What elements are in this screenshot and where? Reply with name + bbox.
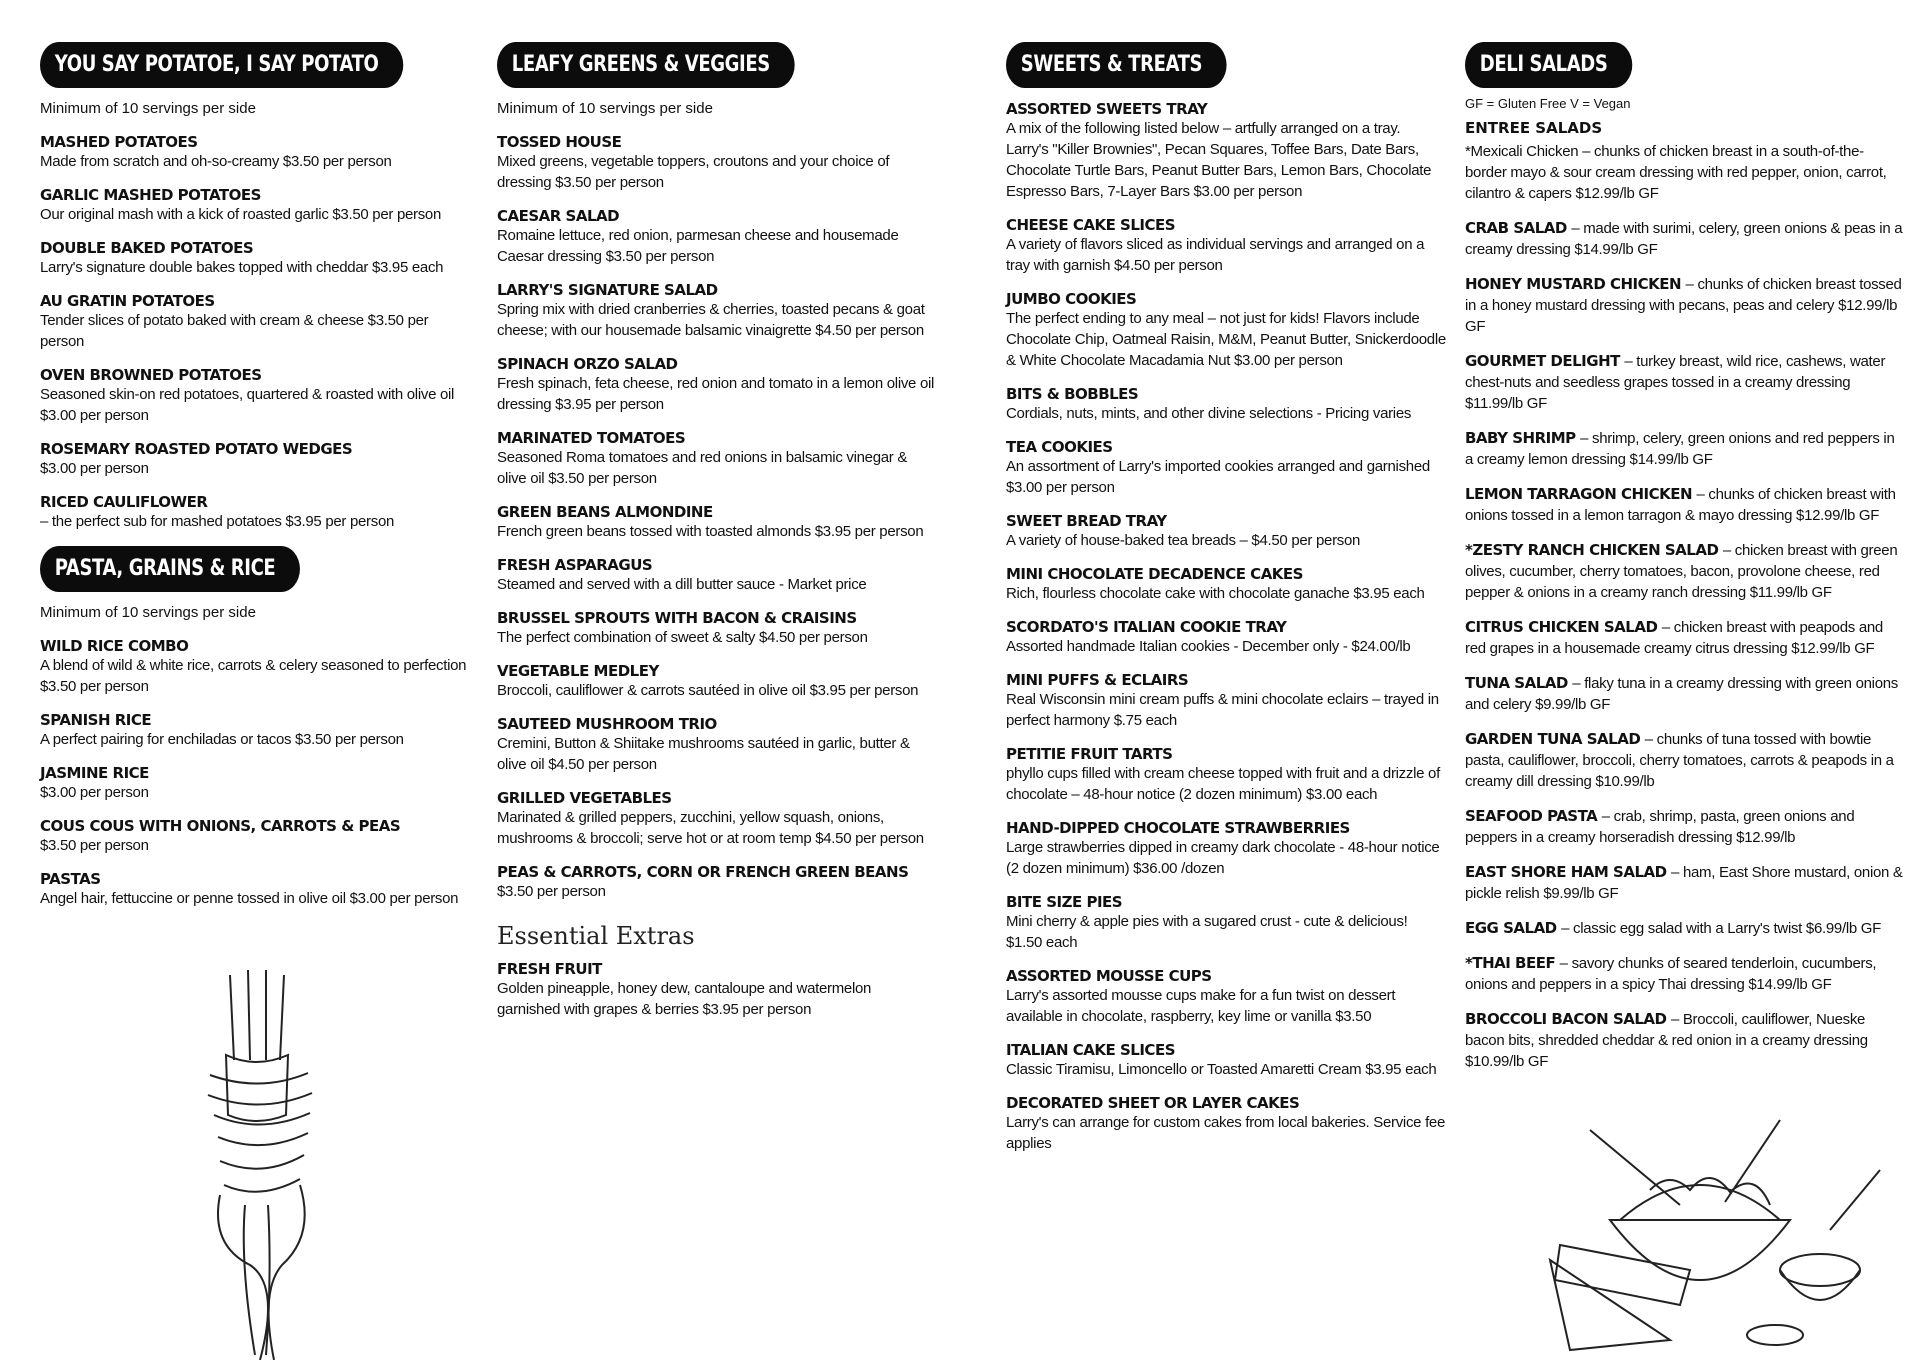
menu-item-name: GARDEN TUNA SALAD — [1465, 730, 1641, 748]
menu-item — [497, 789, 937, 849]
menu-item-description: Rich, flourless chocolate cake with chocolate ganache $3.95 each — [1006, 585, 1425, 602]
menu-item — [1006, 565, 1446, 604]
section-title-potato: YOU SAY POTATOE, I SAY POTATO — [40, 42, 403, 88]
menu-item-name: DECORATED SHEET OR LAYER CAKES — [1006, 1094, 1300, 1112]
menu-item — [1006, 745, 1446, 805]
extras-list — [497, 960, 937, 1020]
menu-item-name: GOURMET DELIGHT — [1465, 352, 1620, 370]
menu-item — [1006, 819, 1446, 879]
menu-item-description: – chicken breast with peapods and red grapes in a housemade creamy citrus dressing $12.99/lb GF — [1465, 619, 1883, 657]
menu-item-name: SPINACH ORZO SALAD — [497, 355, 678, 373]
menu-item-name: GARLIC MASHED POTATOES — [40, 186, 261, 204]
menu-item-name: BRUSSEL SPROUTS WITH BACON & CRAISINS — [497, 609, 857, 627]
menu-item-description: – chunks of tuna tossed with bowtie pasta, cauliflower, broccoli, cherry tomatoes, carrots & peapods in a creamy dill dressing $10.99/lb — [1465, 731, 1894, 790]
menu-item-name: DOUBLE BAKED POTATOES — [40, 239, 254, 257]
menu-item-name: BABY SHRIMP — [1465, 429, 1576, 447]
menu-item — [40, 817, 470, 856]
menu-item — [40, 870, 470, 909]
menu-item-description: – made with surimi, celery, green onions & peas in a creamy dressing $14.99/lb GF — [1465, 220, 1903, 258]
menu-item — [497, 863, 937, 902]
menu-item — [1006, 385, 1446, 424]
menu-item-name: MARINATED TOMATOES — [497, 429, 686, 447]
menu-item-name: RICED CAULIFLOWER — [40, 493, 208, 511]
menu-item-name: JASMINE RICE — [40, 764, 149, 782]
menu-item-name: OVEN BROWNED POTATOES — [40, 366, 262, 384]
menu-item-description: A mix of the following listed below – artfully arranged on a tray. Larry's "Killer Brownies", Pecan Squares, Toffee Bars, Date Bars, Chocolate Turtle Bars, Peanut Butter Bars, Lemon Bars, Chocolate Espresso Bars, 7-Layer Bars $3.00 per person — [1006, 120, 1432, 200]
fork-with-pasta-icon — [190, 965, 340, 1360]
menu-item-name: ASSORTED SWEETS TRAY — [1006, 100, 1208, 118]
menu-item-name: ASSORTED MOUSSE CUPS — [1006, 967, 1212, 985]
menu-item-description: $3.00 per person — [40, 784, 149, 801]
deli-list — [1465, 141, 1905, 1072]
menu-item-name: PASTAS — [40, 870, 101, 888]
menu-item-description: An assortment of Larry's imported cookies arranged and garnished $3.00 per person — [1006, 458, 1430, 496]
section-title-greens: LEAFY GREENS & VEGGIES — [497, 42, 794, 88]
column-deli — [1465, 42, 1905, 1086]
menu-item-name: EGG SALAD — [1465, 919, 1557, 937]
menu-item-description: Classic Tiramisu, Limoncello or Toasted Amaretti Cream $3.95 each — [1006, 1061, 1437, 1078]
menu-item — [1465, 141, 1905, 204]
menu-item-name: CAESAR SALAD — [497, 207, 620, 225]
menu-item-description: Marinated & grilled peppers, zucchini, yellow squash, onions, mushrooms & broccoli; serve hot or at room temp $4.50 per person — [497, 809, 924, 847]
menu-item — [40, 764, 470, 803]
menu-item-description: – shrimp, celery, green onions and red peppers in a creamy lemon dressing $14.99/lb GF — [1465, 430, 1895, 468]
menu-item-description: – flaky tuna in a creamy dressing with green onions and celery $9.99/lb GF — [1465, 675, 1898, 713]
menu-item-name: CITRUS CHICKEN SALAD — [1465, 618, 1658, 636]
menu-item-description: Made from scratch and oh-so-creamy $3.50 per person — [40, 153, 392, 170]
menu-item — [1006, 290, 1446, 371]
menu-item-name: *ZESTY RANCH CHICKEN SALAD — [1465, 541, 1719, 559]
menu-item-description: Larry's can arrange for custom cakes from local bakeries. Service fee applies — [1006, 1114, 1446, 1152]
menu-item — [1006, 967, 1446, 1027]
column-potatoes-pasta — [40, 42, 470, 923]
menu-item-name: SCORDATO'S ITALIAN COOKIE TRAY — [1006, 618, 1287, 636]
menu-item-description: Tender slices of potato baked with cream & cheese $3.50 per person — [40, 312, 429, 350]
menu-item-description: – chicken breast with green olives, cucumber, cherry tomatoes, bacon, provolone cheese, red pepper & onions in a creamy ranch dressing $11.99/lb GF — [1465, 542, 1898, 601]
menu-item-name: SAUTEED MUSHROOM TRIO — [497, 715, 717, 733]
pasta-list — [40, 637, 470, 909]
menu-item — [1006, 893, 1446, 953]
menu-item-name: COUS COUS WITH ONIONS, CARROTS & PEAS — [40, 817, 401, 835]
section-title-deli: DELI SALADS — [1465, 42, 1632, 88]
menu-item — [1465, 953, 1905, 995]
salad-bowl-icon — [1530, 1110, 1900, 1360]
menu-item-name: PEAS & CARROTS, CORN OR FRENCH GREEN BEANS — [497, 863, 909, 881]
menu-item-description: Cremini, Button & Shiitake mushrooms sautéed in garlic, butter & olive oil $4.50 per person — [497, 735, 910, 773]
menu-item — [497, 556, 937, 595]
menu-item-name: VEGETABLE MEDLEY — [497, 662, 659, 680]
menu-item — [1465, 617, 1905, 659]
menu-item-description: A blend of wild & white rice, carrots & celery seasoned to perfection $3.50 per person — [40, 657, 467, 695]
menu-item — [1006, 216, 1446, 276]
menu-item — [40, 366, 470, 426]
menu-item-description: *Mexicali Chicken – chunks of chicken breast in a south-of-the-border mayo & sour cream dressing with red pepper, onion, carrot, cilantro & capers $12.99/lb GF — [1465, 143, 1887, 202]
greens-list — [497, 133, 937, 902]
section-note: Minimum of 10 servings per side — [497, 100, 713, 117]
menu-item — [40, 493, 470, 532]
menu-item-name: FRESH ASPARAGUS — [497, 556, 653, 574]
menu-item — [1465, 540, 1905, 603]
menu-item — [1465, 218, 1905, 260]
menu-item-description: Real Wisconsin mini cream puffs & mini chocolate eclairs – trayed in perfect harmony $.75 each — [1006, 691, 1439, 729]
menu-item — [1006, 1041, 1446, 1080]
menu-item-description: $3.00 per person — [40, 460, 149, 477]
menu-item — [40, 440, 470, 479]
menu-item-description: – turkey breast, wild rice, cashews, water chest-nuts and seedless grapes tossed in a creamy dressing $11.99/lb GF — [1465, 353, 1886, 412]
extras-title: Essential Extras — [497, 922, 695, 950]
menu-item-name: GREEN BEANS ALMONDINE — [497, 503, 713, 521]
menu-item-description: phyllo cups filled with cream cheese topped with fruit and a drizzle of chocolate – 48-hour notice (2 dozen minimum) $3.00 each — [1006, 765, 1440, 803]
menu-item-description: Assorted handmade Italian cookies - December only - $24.00/lb — [1006, 638, 1411, 655]
menu-item — [40, 133, 470, 172]
menu-item — [1006, 100, 1446, 202]
menu-item-description: Larry's signature double bakes topped with cheddar $3.95 each — [40, 259, 444, 276]
menu-item — [1465, 428, 1905, 470]
menu-item-description: Large strawberries dipped in creamy dark chocolate - 48-hour notice (2 dozen minimum) $36.00 /dozen — [1006, 839, 1440, 877]
menu-item-description: Romaine lettuce, red onion, parmesan cheese and housemade Caesar dressing $3.50 per person — [497, 227, 899, 265]
menu-item — [40, 239, 470, 278]
menu-item — [497, 281, 937, 341]
menu-item-name: LARRY'S SIGNATURE SALAD — [497, 281, 718, 299]
menu-item — [497, 960, 937, 1020]
menu-item — [1465, 351, 1905, 414]
menu-item-name: HAND-DIPPED CHOCOLATE STRAWBERRIES — [1006, 819, 1350, 837]
menu-item-description: – savory chunks of seared tenderloin, cucumbers, onions and peppers in a spicy Thai dressing $14.99/lb GF — [1465, 955, 1877, 993]
menu-item — [1465, 862, 1905, 904]
menu-item-description: Mini cherry & apple pies with a sugared crust - cute & delicious! $1.50 each — [1006, 913, 1408, 951]
menu-item — [40, 186, 470, 225]
menu-item-name: FRESH FRUIT — [497, 960, 602, 978]
menu-item-name: SWEET BREAD TRAY — [1006, 512, 1167, 530]
menu-item-description: – Broccoli, cauliflower, Nueske bacon bits, shredded cheddar & red onion in a creamy dressing $10.99/lb GF — [1465, 1011, 1868, 1070]
menu-item-name: HONEY MUSTARD CHICKEN — [1465, 275, 1682, 293]
menu-item-name: ROSEMARY ROASTED POTATO WEDGES — [40, 440, 353, 458]
menu-item-name: JUMBO COOKIES — [1006, 290, 1137, 308]
dietary-legend: GF = Gluten Free V = Vegan — [1465, 96, 1631, 111]
menu-item — [497, 715, 937, 775]
menu-item-name: *THAI BEEF — [1465, 954, 1556, 972]
menu-item-name: MINI PUFFS & ECLAIRS — [1006, 671, 1189, 689]
potato-list — [40, 133, 470, 532]
menu-item — [1006, 671, 1446, 731]
menu-item-description: Larry's assorted mousse cups make for a fun twist on dessert available in chocolate, raspberry, key lime or vanilla $3.50 — [1006, 987, 1396, 1025]
menu-item-name: EAST SHORE HAM SALAD — [1465, 863, 1667, 881]
menu-item-name: BROCCOLI BACON SALAD — [1465, 1010, 1667, 1028]
menu-item — [1465, 274, 1905, 337]
menu-item-description: – chunks of chicken breast tossed in a honey mustard dressing with pecans, peas and celery $12.99/lb GF — [1465, 276, 1902, 335]
menu-item-name: MINI CHOCOLATE DECADENCE CAKES — [1006, 565, 1303, 583]
menu-item-name: WILD RICE COMBO — [40, 637, 189, 655]
column-sweets — [1006, 42, 1446, 1168]
menu-item — [40, 637, 470, 697]
menu-item — [1006, 618, 1446, 657]
menu-item-description: Seasoned Roma tomatoes and red onions in balsamic vinegar & olive oil $3.50 per person — [497, 449, 908, 487]
menu-item — [497, 503, 937, 542]
menu-item — [40, 711, 470, 750]
menu-item-description: – the perfect sub for mashed potatoes $3.95 per person — [40, 513, 395, 530]
menu-item-name: SEAFOOD PASTA — [1465, 807, 1598, 825]
section-title-pasta: PASTA, GRAINS & RICE — [40, 546, 300, 592]
menu-item — [497, 207, 937, 267]
menu-item-name: ITALIAN CAKE SLICES — [1006, 1041, 1175, 1059]
section-note: Minimum of 10 servings per side — [40, 604, 256, 621]
menu-item-name: AU GRATIN POTATOES — [40, 292, 215, 310]
menu-item-description: – ham, East Shore mustard, onion & pickle relish $9.99/lb GF — [1465, 864, 1903, 902]
menu-item — [497, 662, 937, 701]
menu-item-name: TOSSED HOUSE — [497, 133, 622, 151]
menu-item-name: MASHED POTATOES — [40, 133, 198, 151]
entree-salads-subhead: ENTREE SALADS — [1465, 119, 1603, 137]
menu-item-description: – chunks of chicken breast with onions tossed in a lemon tarragon & mayo dressing $12.99/lb GF — [1465, 486, 1896, 524]
menu-item — [497, 355, 937, 415]
menu-item-description: The perfect ending to any meal – not just for kids! Flavors include Chocolate Chip, Oatmeal Raisin, M&M, Peanut Butter, Snickerdoodle & White Chocolate Macadamia Nut $3.00 per person — [1006, 310, 1446, 369]
menu-item — [1465, 806, 1905, 848]
menu-item-description: Angel hair, fettuccine or penne tossed in olive oil $3.00 per person — [40, 890, 459, 907]
menu-item-description: Mixed greens, vegetable toppers, croutons and your choice of dressing $3.50 per person — [497, 153, 890, 191]
menu-item — [1006, 1094, 1446, 1154]
menu-item-name: GRILLED VEGETABLES — [497, 789, 672, 807]
menu-item-description: Cordials, nuts, mints, and other divine selections - Pricing varies — [1006, 405, 1412, 422]
menu-item-description: French green beans tossed with toasted almonds $3.95 per person — [497, 523, 924, 540]
menu-item-name: PETITIE FRUIT TARTS — [1006, 745, 1173, 763]
menu-item-name: BITE SIZE PIES — [1006, 893, 1123, 911]
menu-item — [1465, 918, 1905, 939]
menu-item-name: SPANISH RICE — [40, 711, 152, 729]
menu-item-description: Seasoned skin-on red potatoes, quartered & roasted with olive oil $3.00 per person — [40, 386, 455, 424]
menu-item-name: TEA COOKIES — [1006, 438, 1113, 456]
menu-item — [497, 429, 937, 489]
menu-item — [1465, 484, 1905, 526]
menu-item — [1465, 673, 1905, 715]
menu-item-name: TUNA SALAD — [1465, 674, 1568, 692]
menu-item-description: Spring mix with dried cranberries & cherries, toasted pecans & goat cheese; with our housemade balsamic vinaigrette $4.50 per person — [497, 301, 925, 339]
menu-item-description: – classic egg salad with a Larry's twist $6.99/lb GF — [1561, 920, 1881, 937]
menu-item-name: BITS & BOBBLES — [1006, 385, 1139, 403]
menu-item-description: Our original mash with a kick of roasted garlic $3.50 per person — [40, 206, 442, 223]
menu-item-name: LEMON TARRAGON CHICKEN — [1465, 485, 1693, 503]
menu-item-description: A variety of flavors sliced as individual servings and arranged on a tray with garnish $4.50 per person — [1006, 236, 1425, 274]
menu-item — [1006, 438, 1446, 498]
menu-item-description: – crab, shrimp, pasta, green onions and peppers in a creamy horseradish dressing $12.99/lb — [1465, 808, 1855, 846]
menu-item — [497, 609, 937, 648]
menu-item-description: A variety of house-baked tea breads – $4.50 per person — [1006, 532, 1361, 549]
menu-item-description: A perfect pairing for enchiladas or tacos $3.50 per person — [40, 731, 404, 748]
section-title-sweets: SWEETS & TREATS — [1006, 42, 1227, 88]
sweets-list — [1006, 100, 1446, 1154]
menu-item-description: $3.50 per person — [40, 837, 149, 854]
menu-item — [40, 292, 470, 352]
menu-item-name: CRAB SALAD — [1465, 219, 1567, 237]
menu-item-description: Fresh spinach, feta cheese, red onion and tomato in a lemon olive oil dressing $3.95 per person — [497, 375, 935, 413]
menu-item — [1465, 1009, 1905, 1072]
menu-item-description: The perfect combination of sweet & salty $4.50 per person — [497, 629, 868, 646]
menu-item-name: CHEESE CAKE SLICES — [1006, 216, 1176, 234]
menu-item-description: Broccoli, cauliflower & carrots sautéed in olive oil $3.95 per person — [497, 682, 919, 699]
menu-item — [1006, 512, 1446, 551]
column-greens — [497, 42, 937, 1034]
menu-item-description: Golden pineapple, honey dew, cantaloupe and watermelon garnished with grapes & berries $3.95 per person — [497, 980, 872, 1018]
section-note: Minimum of 10 servings per side — [40, 100, 256, 117]
menu-item — [1465, 729, 1905, 792]
menu-item-description: $3.50 per person — [497, 883, 606, 900]
menu-item-description: Steamed and served with a dill butter sauce - Market price — [497, 576, 867, 593]
menu-item — [497, 133, 937, 193]
